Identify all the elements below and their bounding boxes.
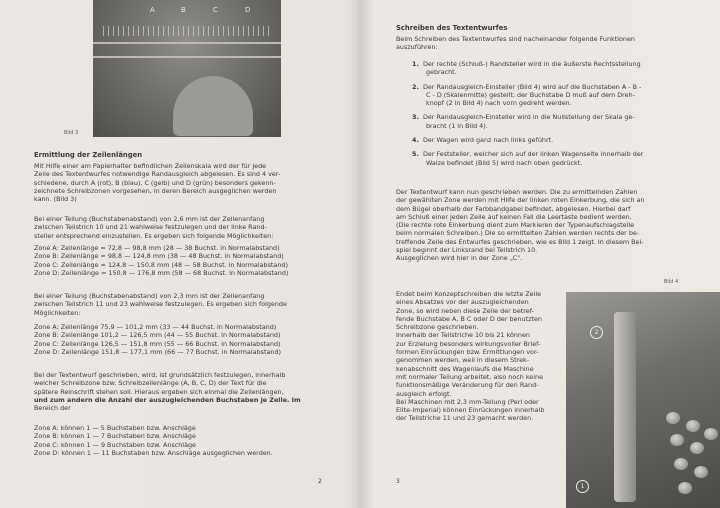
list-item: Zone D: Zeilenlänge = 150,8 — 176,8 mm (58 — 68 Buchst. in Normalabstand): [34, 268, 289, 277]
paragraph-textentwurf-schreiben: [396, 188, 645, 263]
paragraph-intro: [34, 162, 280, 203]
step-number: 5.: [412, 150, 419, 159]
key-icon: [670, 434, 684, 446]
text-line: Bei der Textentwurf geschrieben, wird, ist grundsätzlich festzulegen, innerhalb: [34, 371, 286, 379]
text-line: zeichnete Schreibzonen vorgesehen, in deren Bereich ausgeglichen werden: [34, 186, 277, 195]
page-number: 3: [396, 478, 400, 485]
list-item: Zone C: können 1 — 9 Buchstaben bzw. Anschläge: [34, 440, 196, 449]
text-line: auszuführen:: [396, 43, 438, 52]
section-heading: Ermittlung der Zeilenlängen: [34, 151, 143, 159]
key-icon: [690, 442, 704, 454]
text-line: ausgleich erfolgt.: [396, 389, 452, 398]
figure-caption: Bild 3: [64, 130, 79, 136]
text-line: spätere Reinschrift stehen soll. Hieraus ergeben sich einmal die Zeilenlängen,: [34, 387, 284, 396]
text-line: am Schluß einer jeden Zeile auf keinen Fall die Leertaste bedient werden.: [396, 212, 632, 221]
text-line: spiel beginnt der Linksrand bei Teilstrich 10.: [396, 246, 538, 255]
text-line: Zone, so wird neben diese Zeile der betref-: [396, 306, 534, 315]
text-line: und zum andern die Anzahl der auszugleichenden Buchstaben je Zeile. Im: [34, 395, 301, 404]
left-page: [0, 0, 356, 508]
margin-adjuster-photo: [566, 292, 720, 508]
text-line: Bei einer Teilung (Buchstabenabstand) von 2,3 mm ist der Zeilenanfang: [34, 292, 265, 300]
text-line: der gewählten Zone werden mit Hilfe der linken roten Einkerbung, die sich an: [396, 196, 645, 205]
text-line: schiedene, durch A (rot), B (blau), C (gelb) und D (grün) besonders gekenn-: [34, 178, 276, 187]
step-item: [412, 150, 643, 158]
step-text: Der Wagen wird ganz nach links geführt.: [422, 136, 554, 145]
section-heading: Schreiben des Textentwurfes: [396, 24, 508, 32]
zone-letter: D: [245, 6, 251, 14]
step-item: [412, 60, 643, 68]
scale-ruler: [103, 26, 271, 36]
text-line: Bei Maschinen mit 2,3 mm-Teilung (Perl oder: [396, 397, 539, 406]
paragraph-26mm: [34, 215, 273, 240]
step-item: [412, 113, 643, 121]
text-line: formen Einrückungen bzw. Ermittlungen vor-: [396, 348, 539, 357]
step-text: Walze befindet (Bild 5) wird nach oben gedrückt.: [426, 158, 583, 167]
text-line: genommen werden, weil in diesem Strek-: [396, 356, 530, 365]
zone-scale-photo: [93, 0, 281, 137]
list-item: Zone D: Zeilenlänge 151,8 — 177,1 mm (66 — 77 Buchst. in Normalabstand): [34, 347, 282, 356]
step-item: [412, 136, 643, 144]
key-icon: [694, 466, 708, 478]
step-text: C - D (Skalenmitte) gestellt; der Buchstabe D muß auf dem Dreh-: [426, 90, 635, 99]
text-line: eines Absatzes vor der auszugleichenden: [396, 298, 529, 307]
text-line: Bei einer Teilung (Buchstabenabstand) von 2,6 mm ist der Zeilenanfang: [34, 215, 265, 223]
step-text: Der Randausgleich-Einsteller (Bild 4) wird auf die Buchstaben A - B -: [422, 82, 642, 91]
text-line: Der Textentwurf kann nun geschrieben werden. Die zu ermittelnden Zahlen: [396, 188, 638, 196]
zone-letter: C: [213, 6, 218, 14]
zones-26mm-list: [34, 244, 288, 277]
rail: [93, 42, 281, 44]
list-item: Zone A: Zeilenlänge 75,9 — 101,2 mm (33 — 44 Buchst. in Normalabstand): [34, 323, 277, 331]
text-line: funktionsmäßige Veränderung für den Rand-: [396, 381, 539, 390]
zone-letter: B: [181, 6, 186, 14]
list-item: Zone B: Zeilenlänge = 98,8 — 124,8 mm (38 — 48 Buchst. in Normalabstand): [34, 252, 284, 261]
text-line: Möglichkeiten:: [34, 308, 81, 317]
adjuster-lever: [614, 312, 636, 502]
text-line: dem Bügel oberhalb der Farbbandgabel befindet, abgelesen. Hierbei darf: [396, 204, 631, 213]
list-item: Zone A: können 1 — 5 Buchstaben bzw. Anschläge: [34, 424, 196, 432]
step-text: Der Feststeller, welcher sich auf der linken Wagenseite innerhalb der: [422, 150, 644, 159]
paragraph-narrow: [396, 290, 544, 423]
list-item: Zone C: Zeilenlänge = 124,8 — 150,8 mm (48 — 58 Buchst. in Normalabstand): [34, 260, 288, 269]
list-item: Zone B: Zeilenlänge 101,2 — 126,5 mm (44 — 55 Buchst. in Normalabstand): [34, 331, 281, 340]
step-text: bracht (1 in Bild 4).: [426, 121, 488, 130]
text-line: Schreibzone geschrieben.: [396, 323, 479, 332]
text-line: kann. (Bild 3): [34, 195, 77, 204]
text-line: Zeile des Textentwurfes notwendige Randausgleich abgelesen. Es sind 4 ver-: [34, 170, 281, 179]
paragraph-textentwurf: [34, 371, 301, 412]
zones-keys-list: [34, 424, 273, 457]
list-item: Zone D: können 1 — 11 Buchstaben bzw. Anschläge ausgeglichen werden.: [34, 448, 273, 457]
list-item: Zone A: Zeilenlänge = 72,8 — 98,8 mm (28 — 38 Buchst. in Normalabstand): [34, 244, 280, 252]
text-line: (Die rechte rote Einkerbung dient zum Markieren der Typenaufschlagstelle: [396, 221, 635, 230]
paragraph-intro: [396, 35, 635, 52]
text-line: Bereich der: [34, 404, 71, 413]
step-text: Der rechte (Schluß-) Randsteller wird in die äußerste Rechtsstellung: [422, 60, 641, 68]
steps-list: [412, 60, 643, 167]
step-number: 2.: [412, 82, 419, 91]
text-line: Elite-Imperial) können Einrückungen innerhalb: [396, 406, 545, 415]
text-line: der Teilstriche 11 und 23 gemacht werden.: [396, 414, 534, 423]
text-line: steller entsprechend einzustellen. Es ergeben sich folgende Möglichkeiten:: [34, 231, 274, 240]
figure-caption: Bild 4: [664, 279, 679, 285]
marker-label: 1: [576, 480, 589, 493]
text-line: mit normaler Teilung arbeitet, also noch keine: [396, 372, 544, 381]
step-item: [412, 83, 643, 91]
text-line: beim normalen Schreiben.) Die so ermittelten Zahlen werden rechts der be-: [396, 229, 640, 238]
step-number: 3.: [412, 113, 419, 122]
step-text: knopf (2 in Bild 4) nach vorn gedreht werden.: [426, 99, 572, 108]
step-number: 4.: [412, 136, 419, 145]
text-line: Beim Schreiben des Textentwurfes sind nacheinander folgende Funktionen: [396, 35, 635, 43]
zone-letter: A: [150, 6, 155, 14]
text-line: zwischen Teilstrich 10 und 21 wahlweise festzulegen und der linke Rand-: [34, 223, 267, 232]
key-icon: [686, 420, 700, 432]
text-line: Endet beim Konzeptschreiben die letzte Zeile: [396, 290, 542, 298]
key-icon: [678, 482, 692, 494]
key-icon: [674, 458, 688, 470]
marker-label: 2: [590, 326, 603, 339]
typebar-guide: [173, 76, 253, 136]
list-item: Zone C: Zeilenlänge 126,5 — 151,8 mm (55 — 66 Buchst. in Normalabstand): [34, 339, 281, 348]
text-line: kenabschnitt des Wagenlaufs die Maschine: [396, 364, 534, 373]
key-icon: [666, 412, 680, 424]
rail: [93, 56, 281, 58]
step-number: 1.: [412, 60, 419, 68]
step-text: gebracht.: [426, 68, 457, 77]
text-line: fende Buchstabe A, B C oder D der benutzten: [396, 314, 542, 323]
list-item: Zone B: können 1 — 7 Buchstaben bzw. Anschläge: [34, 432, 196, 441]
text-line: Mit Hilfe einer am Papierhalter befindlichen Zeilenskala wird der für jede: [34, 162, 267, 170]
text-line: treffende Zeile des Entwurfes geschrieben, wie es Bild 1 zeigt. In diesem Bei-: [396, 237, 644, 246]
zones-23mm-list: [34, 323, 281, 356]
text-line: Ausgeglichen wird hier in der Zone „C".: [396, 254, 523, 263]
text-line: Innerhalb der Teilstriche 10 bis 21 können: [396, 331, 530, 340]
paragraph-23mm: [34, 292, 287, 317]
text-line: zwischen Teilstrich 11 und 23 wahlweise festzulegen. Es ergeben sich folgende: [34, 300, 287, 309]
page-number: 2: [318, 478, 322, 485]
text-line: welcher Schreibzone bzw. Schreibzeilenlänge (A, B, C, D) der Text für die: [34, 379, 267, 388]
text-line: zur Erzielung besonders wirkungsvoller Brief-: [396, 339, 541, 348]
step-text: Der Randausgleich-Einsteller wird in die Nullstellung der Skala ge-: [422, 113, 635, 122]
key-icon: [704, 428, 718, 440]
